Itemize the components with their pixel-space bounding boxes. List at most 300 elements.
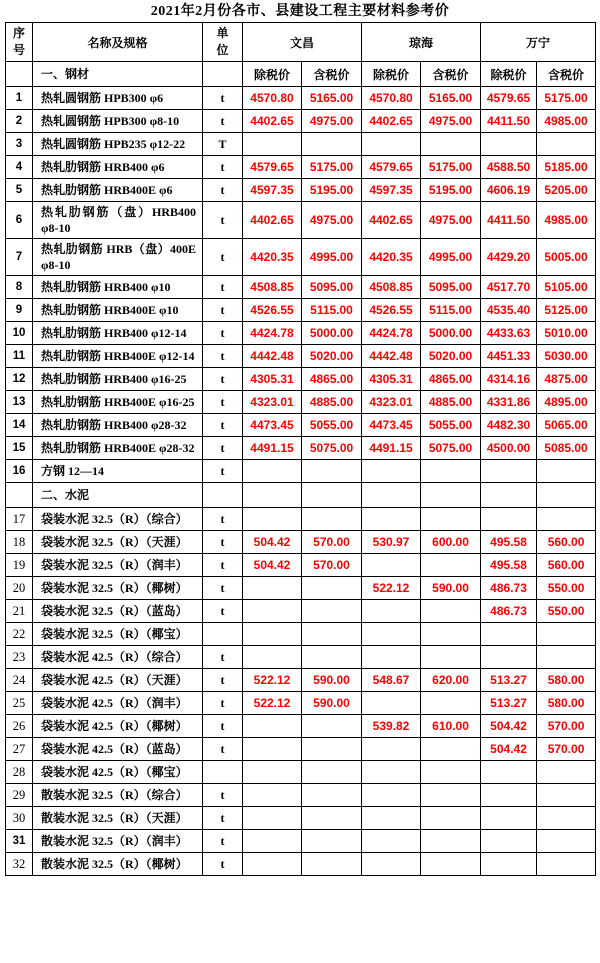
price-cell: 486.73 <box>481 600 537 623</box>
unit-cell <box>203 483 243 508</box>
price-cell <box>421 738 481 761</box>
table-row <box>6 600 596 623</box>
material-name-cell: 袋装水泥 42.5（R）（椰宝） <box>33 761 203 784</box>
price-cell: 4875.00 <box>537 368 596 391</box>
price-cell <box>362 600 421 623</box>
price-cell: 4323.01 <box>362 391 421 414</box>
price-cell: 5175.00 <box>302 156 362 179</box>
price-cell: 522.12 <box>243 692 302 715</box>
price-cell: 5005.00 <box>537 239 596 276</box>
table-header-row <box>6 23 596 62</box>
table-row <box>6 87 596 110</box>
unit-cell: t <box>203 414 243 437</box>
price-type-subheader-cell: 除税价 <box>481 62 537 87</box>
price-cell <box>243 623 302 646</box>
price-cell: 580.00 <box>537 692 596 715</box>
table-row <box>6 414 596 437</box>
price-cell: 522.12 <box>362 577 421 600</box>
unit-cell: t <box>203 368 243 391</box>
price-cell <box>362 133 421 156</box>
price-cell <box>421 692 481 715</box>
price-cell <box>243 577 302 600</box>
material-name-cell: 热轧肋钢筋 HRB400E φ12-14 <box>33 345 203 368</box>
price-cell: 4402.65 <box>243 110 302 133</box>
price-cell <box>481 807 537 830</box>
price-cell <box>537 761 596 784</box>
unit-cell: t <box>203 460 243 483</box>
table-row <box>6 368 596 391</box>
price-cell <box>537 784 596 807</box>
price-cell <box>537 853 596 876</box>
price-cell <box>243 853 302 876</box>
unit-cell: t <box>203 508 243 531</box>
price-cell: 5165.00 <box>302 87 362 110</box>
price-cell <box>302 853 362 876</box>
unit-cell: t <box>203 531 243 554</box>
header-name-spec: 名称及规格 <box>33 23 203 62</box>
price-cell <box>362 830 421 853</box>
unit-cell: t <box>203 437 243 460</box>
price-cell: 4473.45 <box>243 414 302 437</box>
serial-cell: 11 <box>6 345 33 368</box>
section-title-cell: 一、钢材 <box>33 62 203 87</box>
price-cell: 4895.00 <box>537 391 596 414</box>
price-cell <box>302 508 362 531</box>
price-cell: 4331.86 <box>481 391 537 414</box>
price-cell <box>421 508 481 531</box>
serial-cell: 22 <box>6 623 33 646</box>
price-cell <box>302 830 362 853</box>
unit-cell: t <box>203 239 243 276</box>
price-cell: 550.00 <box>537 600 596 623</box>
material-name-cell: 散装水泥 32.5（R）（椰树） <box>33 853 203 876</box>
price-cell <box>537 460 596 483</box>
price-cell: 495.58 <box>481 531 537 554</box>
price-cell: 4442.48 <box>243 345 302 368</box>
price-cell: 5000.00 <box>421 322 481 345</box>
price-cell: 4424.78 <box>243 322 302 345</box>
price-cell: 4885.00 <box>421 391 481 414</box>
serial-cell: 8 <box>6 276 33 299</box>
price-cell: 4305.31 <box>362 368 421 391</box>
price-cell: 5095.00 <box>421 276 481 299</box>
serial-cell <box>6 62 33 87</box>
price-cell <box>302 761 362 784</box>
price-cell: 4865.00 <box>421 368 481 391</box>
price-cell: 4526.55 <box>362 299 421 322</box>
price-cell <box>243 508 302 531</box>
unit-cell: t <box>203 784 243 807</box>
price-cell: 4975.00 <box>302 202 362 239</box>
price-cell: 4597.35 <box>243 179 302 202</box>
material-name-cell: 热轧圆钢筋 HPB300 φ6 <box>33 87 203 110</box>
price-cell: 530.97 <box>362 531 421 554</box>
price-cell: 4995.00 <box>302 239 362 276</box>
price-cell: 4482.30 <box>481 414 537 437</box>
price-cell <box>537 133 596 156</box>
price-cell: 5105.00 <box>537 276 596 299</box>
price-cell: 4995.00 <box>421 239 481 276</box>
price-cell: 539.82 <box>362 715 421 738</box>
price-cell: 5185.00 <box>537 156 596 179</box>
serial-cell: 15 <box>6 437 33 460</box>
serial-cell: 26 <box>6 715 33 738</box>
price-cell: 522.12 <box>243 669 302 692</box>
price-cell: 4411.50 <box>481 202 537 239</box>
price-cell <box>362 784 421 807</box>
material-name-cell: 热轧肋钢筋 HRB400 φ16-25 <box>33 368 203 391</box>
price-cell <box>243 738 302 761</box>
unit-cell: t <box>203 646 243 669</box>
price-cell: 504.42 <box>481 715 537 738</box>
price-cell <box>243 715 302 738</box>
price-cell: 590.00 <box>302 692 362 715</box>
price-cell: 4305.31 <box>243 368 302 391</box>
material-price-table <box>5 22 596 876</box>
price-cell <box>243 830 302 853</box>
price-cell: 4606.19 <box>481 179 537 202</box>
price-cell <box>421 623 481 646</box>
price-cell: 486.73 <box>481 577 537 600</box>
price-cell: 600.00 <box>421 531 481 554</box>
serial-cell: 32 <box>6 853 33 876</box>
price-cell <box>302 483 362 508</box>
unit-cell: t <box>203 276 243 299</box>
unit-cell: t <box>203 577 243 600</box>
serial-cell: 1 <box>6 87 33 110</box>
price-type-subheader-cell: 除税价 <box>362 62 421 87</box>
material-name-cell: 袋装水泥 42.5（R）（综合） <box>33 646 203 669</box>
serial-cell: 29 <box>6 784 33 807</box>
price-cell <box>302 738 362 761</box>
price-cell <box>481 483 537 508</box>
price-cell <box>481 460 537 483</box>
material-name-cell: 热轧肋钢筋 HRB400E φ6 <box>33 179 203 202</box>
price-cell: 620.00 <box>421 669 481 692</box>
table-row <box>6 715 596 738</box>
price-cell: 5010.00 <box>537 322 596 345</box>
price-cell <box>537 623 596 646</box>
price-cell: 5115.00 <box>421 299 481 322</box>
unit-cell: t <box>203 600 243 623</box>
price-cell: 4588.50 <box>481 156 537 179</box>
serial-cell: 25 <box>6 692 33 715</box>
unit-cell <box>203 62 243 87</box>
unit-cell: t <box>203 87 243 110</box>
unit-cell <box>203 761 243 784</box>
price-cell: 504.42 <box>243 531 302 554</box>
material-name-cell: 热轧肋钢筋 HRB400E φ28-32 <box>33 437 203 460</box>
material-name-cell: 散装水泥 32.5（R）（综合） <box>33 784 203 807</box>
price-cell <box>243 460 302 483</box>
price-cell <box>421 853 481 876</box>
unit-cell: t <box>203 692 243 715</box>
price-cell: 4420.35 <box>362 239 421 276</box>
price-cell <box>537 646 596 669</box>
serial-cell: 24 <box>6 669 33 692</box>
material-name-cell: 方钢 12—14 <box>33 460 203 483</box>
table-row <box>6 179 596 202</box>
price-cell <box>421 600 481 623</box>
table-row <box>6 646 596 669</box>
table-row <box>6 853 596 876</box>
price-cell <box>362 483 421 508</box>
table-row <box>6 508 596 531</box>
material-name-cell: 袋装水泥 32.5（R）（润丰） <box>33 554 203 577</box>
unit-cell: t <box>203 807 243 830</box>
table-row <box>6 761 596 784</box>
unit-cell <box>203 623 243 646</box>
material-name-cell: 袋装水泥 32.5（R）（椰树） <box>33 577 203 600</box>
unit-cell: t <box>203 715 243 738</box>
price-cell: 495.58 <box>481 554 537 577</box>
material-name-cell: 袋装水泥 42.5（R）（蓝岛） <box>33 738 203 761</box>
price-cell <box>302 577 362 600</box>
price-cell: 4975.00 <box>421 110 481 133</box>
unit-cell: t <box>203 554 243 577</box>
price-cell: 548.67 <box>362 669 421 692</box>
unit-cell: t <box>203 391 243 414</box>
price-cell <box>362 807 421 830</box>
header-city-qionghai: 琼海 <box>362 23 481 62</box>
price-cell <box>243 600 302 623</box>
serial-cell <box>6 483 33 508</box>
price-cell: 4570.80 <box>362 87 421 110</box>
serial-cell: 13 <box>6 391 33 414</box>
unit-cell: t <box>203 345 243 368</box>
price-cell: 5175.00 <box>421 156 481 179</box>
unit-cell: t <box>203 299 243 322</box>
price-cell: 590.00 <box>421 577 481 600</box>
price-cell <box>481 508 537 531</box>
header-city-wenchang: 文昌 <box>243 23 362 62</box>
price-cell <box>243 807 302 830</box>
price-cell: 513.27 <box>481 692 537 715</box>
unit-cell: T <box>203 133 243 156</box>
unit-cell: t <box>203 179 243 202</box>
table-row <box>6 460 596 483</box>
price-cell <box>481 646 537 669</box>
price-cell: 5095.00 <box>302 276 362 299</box>
material-name-cell: 热轧圆钢筋 HPB235 φ12-22 <box>33 133 203 156</box>
material-name-cell: 袋装水泥 32.5（R）（蓝岛） <box>33 600 203 623</box>
price-cell: 5085.00 <box>537 437 596 460</box>
price-cell <box>481 853 537 876</box>
price-cell: 4535.40 <box>481 299 537 322</box>
table-row <box>6 437 596 460</box>
price-cell: 4451.33 <box>481 345 537 368</box>
price-cell <box>243 784 302 807</box>
price-cell: 5055.00 <box>302 414 362 437</box>
unit-cell: t <box>203 156 243 179</box>
price-cell <box>537 830 596 853</box>
price-cell: 4975.00 <box>302 110 362 133</box>
table-row <box>6 133 596 156</box>
price-type-subheader-cell: 含税价 <box>537 62 596 87</box>
serial-cell: 12 <box>6 368 33 391</box>
material-name-cell: 袋装水泥 32.5（R）（综合） <box>33 508 203 531</box>
unit-cell: t <box>203 202 243 239</box>
price-cell <box>302 715 362 738</box>
price-cell <box>243 761 302 784</box>
serial-cell: 7 <box>6 239 33 276</box>
price-cell <box>302 133 362 156</box>
material-name-cell: 散装水泥 32.5（R）（润丰） <box>33 830 203 853</box>
price-cell: 4491.15 <box>362 437 421 460</box>
unit-cell: t <box>203 853 243 876</box>
material-name-cell: 袋装水泥 42.5（R）（天涯） <box>33 669 203 692</box>
price-cell: 4402.65 <box>243 202 302 239</box>
price-cell <box>243 646 302 669</box>
serial-cell: 14 <box>6 414 33 437</box>
price-cell: 4579.65 <box>362 156 421 179</box>
price-cell: 610.00 <box>421 715 481 738</box>
price-cell: 4424.78 <box>362 322 421 345</box>
price-cell <box>421 460 481 483</box>
serial-cell: 16 <box>6 460 33 483</box>
price-cell: 5055.00 <box>421 414 481 437</box>
price-cell <box>537 483 596 508</box>
table-row <box>6 202 596 239</box>
price-cell <box>243 133 302 156</box>
price-type-subheader-cell: 含税价 <box>302 62 362 87</box>
price-cell <box>421 830 481 853</box>
price-cell: 4420.35 <box>243 239 302 276</box>
price-cell <box>481 761 537 784</box>
header-serial: 序号 <box>6 23 33 62</box>
price-cell: 5065.00 <box>537 414 596 437</box>
price-cell: 4473.45 <box>362 414 421 437</box>
serial-cell: 18 <box>6 531 33 554</box>
table-row <box>6 322 596 345</box>
price-cell <box>362 554 421 577</box>
price-cell <box>302 807 362 830</box>
price-cell: 5195.00 <box>302 179 362 202</box>
price-cell: 4508.85 <box>362 276 421 299</box>
price-cell: 4597.35 <box>362 179 421 202</box>
unit-cell: t <box>203 669 243 692</box>
material-name-cell: 袋装水泥 32.5（R）（椰宝） <box>33 623 203 646</box>
table-row <box>6 391 596 414</box>
serial-cell: 5 <box>6 179 33 202</box>
price-cell <box>421 761 481 784</box>
serial-cell: 4 <box>6 156 33 179</box>
table-row <box>6 784 596 807</box>
price-cell: 570.00 <box>302 554 362 577</box>
price-type-subheader-cell: 除税价 <box>243 62 302 87</box>
price-cell <box>362 738 421 761</box>
material-name-cell: 袋装水泥 42.5（R）（润丰） <box>33 692 203 715</box>
price-cell <box>481 623 537 646</box>
header-city-wanning: 万宁 <box>481 23 596 62</box>
price-cell <box>421 554 481 577</box>
serial-cell: 21 <box>6 600 33 623</box>
table-row <box>6 623 596 646</box>
section-row <box>6 62 596 87</box>
price-cell: 4570.80 <box>243 87 302 110</box>
section-row <box>6 483 596 508</box>
table-row <box>6 531 596 554</box>
table-row <box>6 807 596 830</box>
serial-cell: 30 <box>6 807 33 830</box>
serial-cell: 10 <box>6 322 33 345</box>
price-cell <box>362 460 421 483</box>
price-cell: 580.00 <box>537 669 596 692</box>
serial-cell: 3 <box>6 133 33 156</box>
price-cell: 4442.48 <box>362 345 421 368</box>
price-cell: 5075.00 <box>302 437 362 460</box>
price-cell: 4526.55 <box>243 299 302 322</box>
price-cell: 4500.00 <box>481 437 537 460</box>
price-cell: 5075.00 <box>421 437 481 460</box>
price-cell: 504.42 <box>481 738 537 761</box>
price-cell <box>421 483 481 508</box>
table-row <box>6 276 596 299</box>
unit-cell: t <box>203 738 243 761</box>
serial-cell: 27 <box>6 738 33 761</box>
material-name-cell: 热轧肋钢筋 HRB400 φ28-32 <box>33 414 203 437</box>
price-cell: 513.27 <box>481 669 537 692</box>
price-cell <box>362 761 421 784</box>
material-name-cell: 热轧肋钢筋 HRB400E φ16-25 <box>33 391 203 414</box>
price-cell: 4402.65 <box>362 110 421 133</box>
document-title: 2021年2月份各市、县建设工程主要材料参考价 <box>150 4 450 19</box>
price-cell <box>362 692 421 715</box>
price-cell <box>481 830 537 853</box>
table-row <box>6 299 596 322</box>
serial-cell: 23 <box>6 646 33 669</box>
table-body <box>6 62 596 876</box>
price-cell <box>421 133 481 156</box>
material-name-cell: 热轧肋钢筋（盘）HRB400 φ8-10 <box>33 202 203 239</box>
price-cell: 5020.00 <box>421 345 481 368</box>
price-cell <box>302 623 362 646</box>
price-cell: 5125.00 <box>537 299 596 322</box>
price-cell <box>481 784 537 807</box>
serial-cell: 28 <box>6 761 33 784</box>
table-row <box>6 110 596 133</box>
price-cell: 4411.50 <box>481 110 537 133</box>
price-cell: 4517.70 <box>481 276 537 299</box>
material-name-cell: 袋装水泥 42.5（R）（椰树） <box>33 715 203 738</box>
price-cell <box>243 483 302 508</box>
price-cell: 4885.00 <box>302 391 362 414</box>
material-name-cell: 热轧肋钢筋 HRB400E φ10 <box>33 299 203 322</box>
table-row <box>6 830 596 853</box>
price-cell: 4985.00 <box>537 110 596 133</box>
unit-cell: t <box>203 322 243 345</box>
price-cell: 4865.00 <box>302 368 362 391</box>
price-cell: 4429.20 <box>481 239 537 276</box>
price-cell <box>362 508 421 531</box>
section-title-cell: 二、水泥 <box>33 483 203 508</box>
table-row <box>6 239 596 276</box>
table-row <box>6 692 596 715</box>
price-cell: 5195.00 <box>421 179 481 202</box>
price-cell: 4579.65 <box>481 87 537 110</box>
price-cell: 4314.16 <box>481 368 537 391</box>
table-row <box>6 345 596 368</box>
price-cell <box>302 646 362 669</box>
price-cell <box>302 600 362 623</box>
serial-cell: 9 <box>6 299 33 322</box>
price-cell: 5165.00 <box>421 87 481 110</box>
price-cell: 570.00 <box>537 715 596 738</box>
price-cell: 4323.01 <box>243 391 302 414</box>
serial-cell: 19 <box>6 554 33 577</box>
price-cell: 4975.00 <box>421 202 481 239</box>
table-row <box>6 669 596 692</box>
